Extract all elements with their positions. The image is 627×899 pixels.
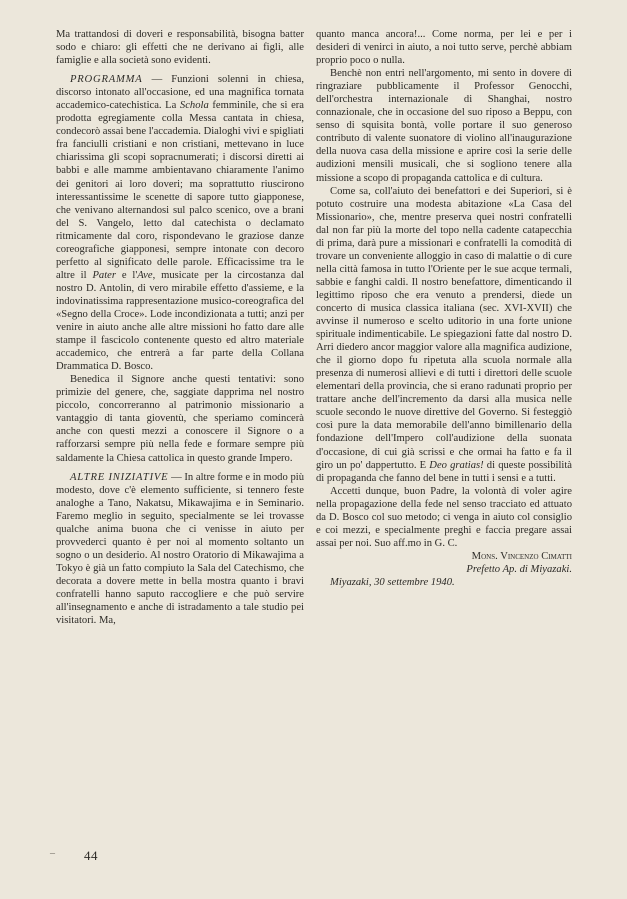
paragraph: Ma trattandosi di doveri e responsabilità, bisogna batter sodo e chiaro: gli effetti che ne derivano ai figli, alle famiglie e alla società sono evidenti.: [56, 29, 304, 67]
paragraph: Benedica il Signore anche questi tentativi: sono primizie del genere, che, saggiate dapprima nel nostro piccolo, concorreranno al patrimonio missionario a vantaggio di tanta gioventù, che speriamo comincerà anche con questi mezzi a conoscere il Signore o a rafforzarsi sempre più nella fede e formare sempre più saldamente la Chiesa cattolica in questo grande Impero.: [56, 374, 304, 464]
page-number: 44: [84, 848, 98, 863]
paragraph-programma: PROGRAMMA — Funzioni solenni in chiesa, discorso intonato all'occasione, ed una magnifica tornata accademico-catechistica. La Schola femminile, che si era prodotta egregiamente colla Messa cantata in chiesa, condecorò assai bene l'accademia. Dialoghi vivi e spigliati fra fanciulli cristiani e non cristiani, mettevano in luce chiarissima gli scopi sopracnumerati; i discorsi diretti ai babbi e alle mamme ambientavano chiaramente l'animo dei genitori ai loro doveri; ma soprattutto riuscirono interessantissime le scenette di sapore tutto giapponese, che venivano alternandosi sul palco scenico, ove a brani del S. Vangelo, letto dal catechista o declamato ritmicamente dal coro, rispondevano le graziose danze coreografiche giapponesi, sempre intonate con decoro perfetto al significato delle parole. Efficacissime tra le altre il Pater e l'Ave, musicate per la circostanza dal nostro D. Antolin, di vero mirabile effetto d'assieme, e la indovinatissima rappresentazione musico-coreografica del «Segno della Croce». Lode incondizionata a tutti; anzi per venire in aiuto anche alle altre missioni ho fatto dare alle stampe il fascicolo contenente questo ed altro materiale accademico, che entrerà a far parte della Collana Drammatica D. Bosco.: [56, 74, 304, 373]
paragraph: Benchè non entri nell'argomento, mi sento in dovere di ringraziare pubblicamente il Professor Genocchi, dell'orchestra internazionale di Shanghai, nostro connazionale, che in occasione del suo riposo a Beppu, con senso di squisita bontà, volle portare il suo generoso contributo di valente suonatore di violino all'inaugurazione della nuova casa della missione e aprire così la serie delle audizioni mensili musicali, che si sogliono tenere alla missione a scopo di propaganda cattolica e di cultura.: [316, 68, 572, 184]
paragraph: Accetti dunque, buon Padre, la volontà di voler agire nella propagazione della fede nel senso tracciato ed attuato da D. Bosco col suo metodo; ci venga in aiuto col consiglio e coi mezzi, e specialmente preghi e faccia pregare assai assai per noi. Suo aff.mo in G. C.: [316, 485, 572, 549]
paragraph: Come sa, coll'aiuto dei benefattori e dei Superiori, si è potuto costruire una modesta abitazione «La Casa del Missionario», che, mentre preserva quei nostri confratelli dal non far più la morte del topo nella cadente catapecchia di prima, darà pure a missionari e confratelli la comodità di trovare un conveniente alloggio in caso di malattie o di cure nella città famosa in tutto l'Oriente per le sue acque termali, sabbie e fanghi caldi. Il nostro benefattore, dimenticando il legittimo riposo che era venuto a prendersi, diede un concerto di musica classica italiana (sec. XVI-XVII) che avvinse il numeroso e scelto uditorio in una forte unione spirituale indimenticabile. Le spiegazioni fatte dal nostro D. Arri diedero ancor maggior valore alla magnifica audizione, che il giorno dopo fu ripetuta alla scuola normale alla presenza di numerosi allievi e di tutti i direttori delle scuole elementari della provincia, che si erano radunati proprio per trattare anche dell'incremento da darsi alla musica nelle scuole secondo le nuove direttive del Governo. Si festeggiò così pure la data memorabile dell'anno bimillenario della fondazione dell'Impero coll'audizione della suonata d'occasione, di cui già scrissi e che ormai ha fatto e fa il giro un po' dappertutto. E Deo gratias! di queste possibilità di propaganda che fanno del bene in tutti i sensi e a tutti.: [316, 185, 572, 484]
left-column: [56, 28, 304, 627]
page-mark: –: [50, 848, 55, 859]
right-column: [316, 28, 572, 589]
place-date: Miyazaki, 30 settembre 1940.: [330, 576, 455, 588]
paragraph: quanto manca ancora!... Come norma, per lei e per i desideri di venirci in aiuto, a noi tutto serve, perchè abbiam proprio poco o nulla.: [316, 29, 572, 67]
paragraph-altre-iniziative: ALTRE INIZIATIVE — In altre forme e in modo più modesto, dove c'è elemento sufficiente, si tennero feste analoghe a Tano, Nakatsu, Mikawajima e in Seminario. Faremo meglio in seguito, specialmente se lei trovasse qualche anima buona che ci venisse in aiuto per provvederci quanto è per noi al momento soltanto un sogno o un desiderio. Al nostro Oratorio di Mikawajima a Tokyo è già un fatto compiuto la Sala del Catechismo, che decorata a dovere mette in bella mostra quanto i bravi confratelli hanno saputo raccogliere e che può servire all'insegnamento e anche di istradamento a tale studio pei visitatori. Ma,: [56, 471, 304, 627]
section-heading: PROGRAMMA: [70, 74, 143, 86]
signature-title: Prefetto Ap. di Miyazaki.: [466, 563, 572, 575]
signature: Mons. Vincenzo Cimatti: [471, 550, 572, 562]
section-heading: ALTRE INIZIATIVE: [70, 471, 169, 483]
